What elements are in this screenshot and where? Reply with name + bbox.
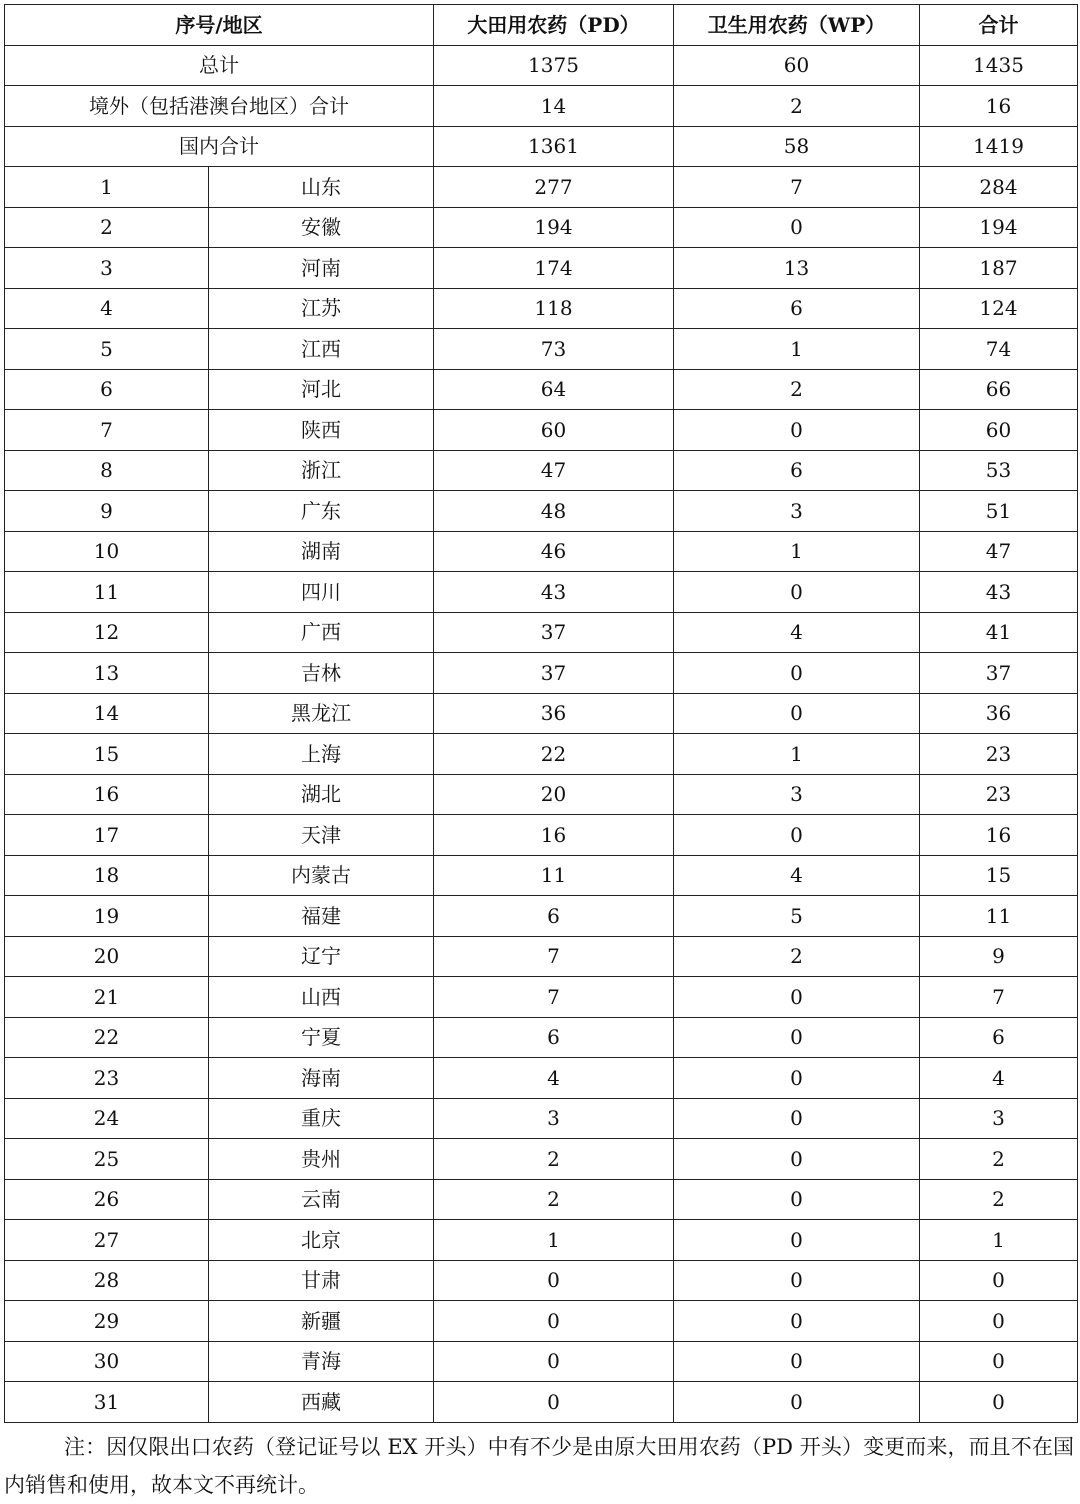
- total-cell: 4: [920, 1058, 1078, 1099]
- table-row: [5, 1017, 1078, 1058]
- table-row: [5, 936, 1078, 977]
- pd-cell: 2: [434, 1179, 674, 1220]
- wp-cell: 0: [674, 1098, 920, 1139]
- table-row: [5, 248, 1078, 289]
- table-row: [5, 734, 1078, 775]
- summary-row: [5, 45, 1078, 86]
- index-cell: 20: [5, 936, 209, 977]
- wp-cell: 0: [674, 1058, 920, 1099]
- region-cell: 河北: [209, 369, 434, 410]
- wp-cell: 1: [674, 329, 920, 370]
- pd-cell: 0: [434, 1301, 674, 1342]
- region-cell: 广东: [209, 491, 434, 532]
- header-total: 合计: [920, 5, 1078, 46]
- wp-cell: 0: [674, 572, 920, 613]
- index-cell: 22: [5, 1017, 209, 1058]
- table-row: [5, 855, 1078, 896]
- region-cell: 山东: [209, 167, 434, 208]
- wp-cell: 58: [674, 126, 920, 167]
- index-cell: 27: [5, 1220, 209, 1261]
- pd-cell: 1361: [434, 126, 674, 167]
- total-cell: 1: [920, 1220, 1078, 1261]
- table-row: [5, 329, 1078, 370]
- pd-cell: 0: [434, 1341, 674, 1382]
- index-cell: 30: [5, 1341, 209, 1382]
- total-cell: 9: [920, 936, 1078, 977]
- pd-cell: 60: [434, 410, 674, 451]
- pd-cell: 16: [434, 815, 674, 856]
- index-cell: 9: [5, 491, 209, 532]
- total-cell: 2: [920, 1139, 1078, 1180]
- table-row: [5, 1382, 1078, 1423]
- region-cell: 西藏: [209, 1382, 434, 1423]
- total-cell: 41: [920, 612, 1078, 653]
- total-cell: 1419: [920, 126, 1078, 167]
- table-row: [5, 1179, 1078, 1220]
- pd-cell: 20: [434, 774, 674, 815]
- total-cell: 43: [920, 572, 1078, 613]
- wp-cell: 7: [674, 167, 920, 208]
- total-cell: 284: [920, 167, 1078, 208]
- wp-cell: 0: [674, 693, 920, 734]
- pd-cell: 64: [434, 369, 674, 410]
- header-region: 序号/地区: [5, 5, 434, 46]
- region-cell: 云南: [209, 1179, 434, 1220]
- table-row: [5, 288, 1078, 329]
- table-row: [5, 1341, 1078, 1382]
- pd-cell: 46: [434, 531, 674, 572]
- region-cell: 浙江: [209, 450, 434, 491]
- index-cell: 1: [5, 167, 209, 208]
- index-cell: 29: [5, 1301, 209, 1342]
- header-pd: 大田用农药（PD）: [434, 5, 674, 46]
- index-cell: 15: [5, 734, 209, 775]
- region-cell: 四川: [209, 572, 434, 613]
- wp-cell: 2: [674, 936, 920, 977]
- table-row: [5, 815, 1078, 856]
- region-cell: 江西: [209, 329, 434, 370]
- total-cell: 7: [920, 977, 1078, 1018]
- index-cell: 10: [5, 531, 209, 572]
- total-cell: 60: [920, 410, 1078, 451]
- total-cell: 0: [920, 1341, 1078, 1382]
- total-cell: 11: [920, 896, 1078, 937]
- wp-cell: 0: [674, 1382, 920, 1423]
- region-cell: 辽宁: [209, 936, 434, 977]
- region-cell: 福建: [209, 896, 434, 937]
- index-cell: 8: [5, 450, 209, 491]
- table-row: [5, 1260, 1078, 1301]
- index-cell: 7: [5, 410, 209, 451]
- wp-cell: 1: [674, 734, 920, 775]
- table-row: [5, 410, 1078, 451]
- index-cell: 19: [5, 896, 209, 937]
- region-cell: 甘肃: [209, 1260, 434, 1301]
- index-cell: 25: [5, 1139, 209, 1180]
- pd-cell: 1375: [434, 45, 674, 86]
- pd-cell: 6: [434, 896, 674, 937]
- pd-cell: 118: [434, 288, 674, 329]
- table-row: [5, 1058, 1078, 1099]
- header-wp: 卫生用农药（WP）: [674, 5, 920, 46]
- pd-cell: 7: [434, 936, 674, 977]
- wp-cell: 0: [674, 977, 920, 1018]
- wp-cell: 3: [674, 774, 920, 815]
- wp-cell: 1: [674, 531, 920, 572]
- region-cell: 青海: [209, 1341, 434, 1382]
- header-row: [5, 5, 1078, 46]
- region-cell: 安徽: [209, 207, 434, 248]
- index-cell: 28: [5, 1260, 209, 1301]
- index-cell: 4: [5, 288, 209, 329]
- summary-label-cell: 境外（包括港澳台地区）合计: [5, 86, 434, 127]
- wp-cell: 0: [674, 653, 920, 694]
- table-row: [5, 572, 1078, 613]
- total-cell: 6: [920, 1017, 1078, 1058]
- summary-row: [5, 86, 1078, 127]
- pd-cell: 4: [434, 1058, 674, 1099]
- region-cell: 上海: [209, 734, 434, 775]
- region-cell: 新疆: [209, 1301, 434, 1342]
- wp-cell: 13: [674, 248, 920, 289]
- table-row: [5, 369, 1078, 410]
- wp-cell: 5: [674, 896, 920, 937]
- total-cell: 16: [920, 86, 1078, 127]
- table-row: [5, 450, 1078, 491]
- index-cell: 24: [5, 1098, 209, 1139]
- region-cell: 北京: [209, 1220, 434, 1261]
- total-cell: 37: [920, 653, 1078, 694]
- total-cell: 194: [920, 207, 1078, 248]
- index-cell: 2: [5, 207, 209, 248]
- table-row: [5, 612, 1078, 653]
- table-row: [5, 207, 1078, 248]
- table-row: [5, 774, 1078, 815]
- pd-cell: 48: [434, 491, 674, 532]
- index-cell: 5: [5, 329, 209, 370]
- pd-cell: 37: [434, 653, 674, 694]
- wp-cell: 0: [674, 1179, 920, 1220]
- wp-cell: 3: [674, 491, 920, 532]
- wp-cell: 2: [674, 369, 920, 410]
- region-cell: 河南: [209, 248, 434, 289]
- pd-cell: 194: [434, 207, 674, 248]
- region-cell: 贵州: [209, 1139, 434, 1180]
- total-cell: 53: [920, 450, 1078, 491]
- index-cell: 6: [5, 369, 209, 410]
- pd-cell: 174: [434, 248, 674, 289]
- region-cell: 宁夏: [209, 1017, 434, 1058]
- region-cell: 陕西: [209, 410, 434, 451]
- pd-cell: 6: [434, 1017, 674, 1058]
- wp-cell: 4: [674, 612, 920, 653]
- total-cell: 0: [920, 1260, 1078, 1301]
- pd-cell: 277: [434, 167, 674, 208]
- total-cell: 47: [920, 531, 1078, 572]
- region-cell: 内蒙古: [209, 855, 434, 896]
- region-rows: [5, 167, 1078, 1423]
- wp-cell: 0: [674, 1139, 920, 1180]
- index-cell: 18: [5, 855, 209, 896]
- pd-cell: 36: [434, 693, 674, 734]
- index-cell: 11: [5, 572, 209, 613]
- index-cell: 31: [5, 1382, 209, 1423]
- summary-label-cell: 总计: [5, 45, 434, 86]
- summary-label-cell: 国内合计: [5, 126, 434, 167]
- total-cell: 0: [920, 1301, 1078, 1342]
- index-cell: 3: [5, 248, 209, 289]
- pesticide-registration-table: [4, 4, 1078, 1423]
- pd-cell: 47: [434, 450, 674, 491]
- index-cell: 12: [5, 612, 209, 653]
- pd-cell: 0: [434, 1382, 674, 1423]
- wp-cell: 0: [674, 1260, 920, 1301]
- region-cell: 重庆: [209, 1098, 434, 1139]
- pd-cell: 11: [434, 855, 674, 896]
- index-cell: 16: [5, 774, 209, 815]
- index-cell: 14: [5, 693, 209, 734]
- index-cell: 21: [5, 977, 209, 1018]
- pd-cell: 1: [434, 1220, 674, 1261]
- total-cell: 16: [920, 815, 1078, 856]
- wp-cell: 4: [674, 855, 920, 896]
- table-row: [5, 693, 1078, 734]
- total-cell: 1435: [920, 45, 1078, 86]
- total-cell: 66: [920, 369, 1078, 410]
- table-row: [5, 491, 1078, 532]
- wp-cell: 0: [674, 1220, 920, 1261]
- region-cell: 湖南: [209, 531, 434, 572]
- total-cell: 124: [920, 288, 1078, 329]
- pd-cell: 0: [434, 1260, 674, 1301]
- pd-cell: 43: [434, 572, 674, 613]
- pd-cell: 73: [434, 329, 674, 370]
- wp-cell: 2: [674, 86, 920, 127]
- wp-cell: 0: [674, 1301, 920, 1342]
- wp-cell: 60: [674, 45, 920, 86]
- pd-cell: 14: [434, 86, 674, 127]
- total-cell: 2: [920, 1179, 1078, 1220]
- wp-cell: 0: [674, 1017, 920, 1058]
- index-cell: 23: [5, 1058, 209, 1099]
- total-cell: 51: [920, 491, 1078, 532]
- total-cell: 23: [920, 774, 1078, 815]
- table-row: [5, 653, 1078, 694]
- table-row: [5, 1098, 1078, 1139]
- summary-rows: [5, 45, 1078, 167]
- table-row: [5, 167, 1078, 208]
- region-cell: 山西: [209, 977, 434, 1018]
- region-cell: 天津: [209, 815, 434, 856]
- index-cell: 17: [5, 815, 209, 856]
- wp-cell: 0: [674, 410, 920, 451]
- total-cell: 36: [920, 693, 1078, 734]
- region-cell: 吉林: [209, 653, 434, 694]
- pd-cell: 7: [434, 977, 674, 1018]
- wp-cell: 0: [674, 1341, 920, 1382]
- pd-cell: 37: [434, 612, 674, 653]
- table-row: [5, 1139, 1078, 1180]
- index-cell: 26: [5, 1179, 209, 1220]
- total-cell: 74: [920, 329, 1078, 370]
- total-cell: 23: [920, 734, 1078, 775]
- region-cell: 江苏: [209, 288, 434, 329]
- total-cell: 15: [920, 855, 1078, 896]
- table-row: [5, 896, 1078, 937]
- wp-cell: 0: [674, 815, 920, 856]
- pd-cell: 2: [434, 1139, 674, 1180]
- table-row: [5, 531, 1078, 572]
- summary-row: [5, 126, 1078, 167]
- table-row: [5, 977, 1078, 1018]
- region-cell: 黑龙江: [209, 693, 434, 734]
- wp-cell: 6: [674, 450, 920, 491]
- region-cell: 广西: [209, 612, 434, 653]
- total-cell: 3: [920, 1098, 1078, 1139]
- index-cell: 13: [5, 653, 209, 694]
- wp-cell: 0: [674, 207, 920, 248]
- region-cell: 海南: [209, 1058, 434, 1099]
- footnote: 注：因仅限出口农药（登记证号以 EX 开头）中有不少是由原大田用农药（PD 开头）变更而来，而且不在国内销售和使用，故本文不再统计。: [4, 1435, 1074, 1497]
- total-cell: 0: [920, 1382, 1078, 1423]
- total-cell: 187: [920, 248, 1078, 289]
- pd-cell: 3: [434, 1098, 674, 1139]
- region-cell: 湖北: [209, 774, 434, 815]
- table-row: [5, 1301, 1078, 1342]
- pd-cell: 22: [434, 734, 674, 775]
- wp-cell: 6: [674, 288, 920, 329]
- table-row: [5, 1220, 1078, 1261]
